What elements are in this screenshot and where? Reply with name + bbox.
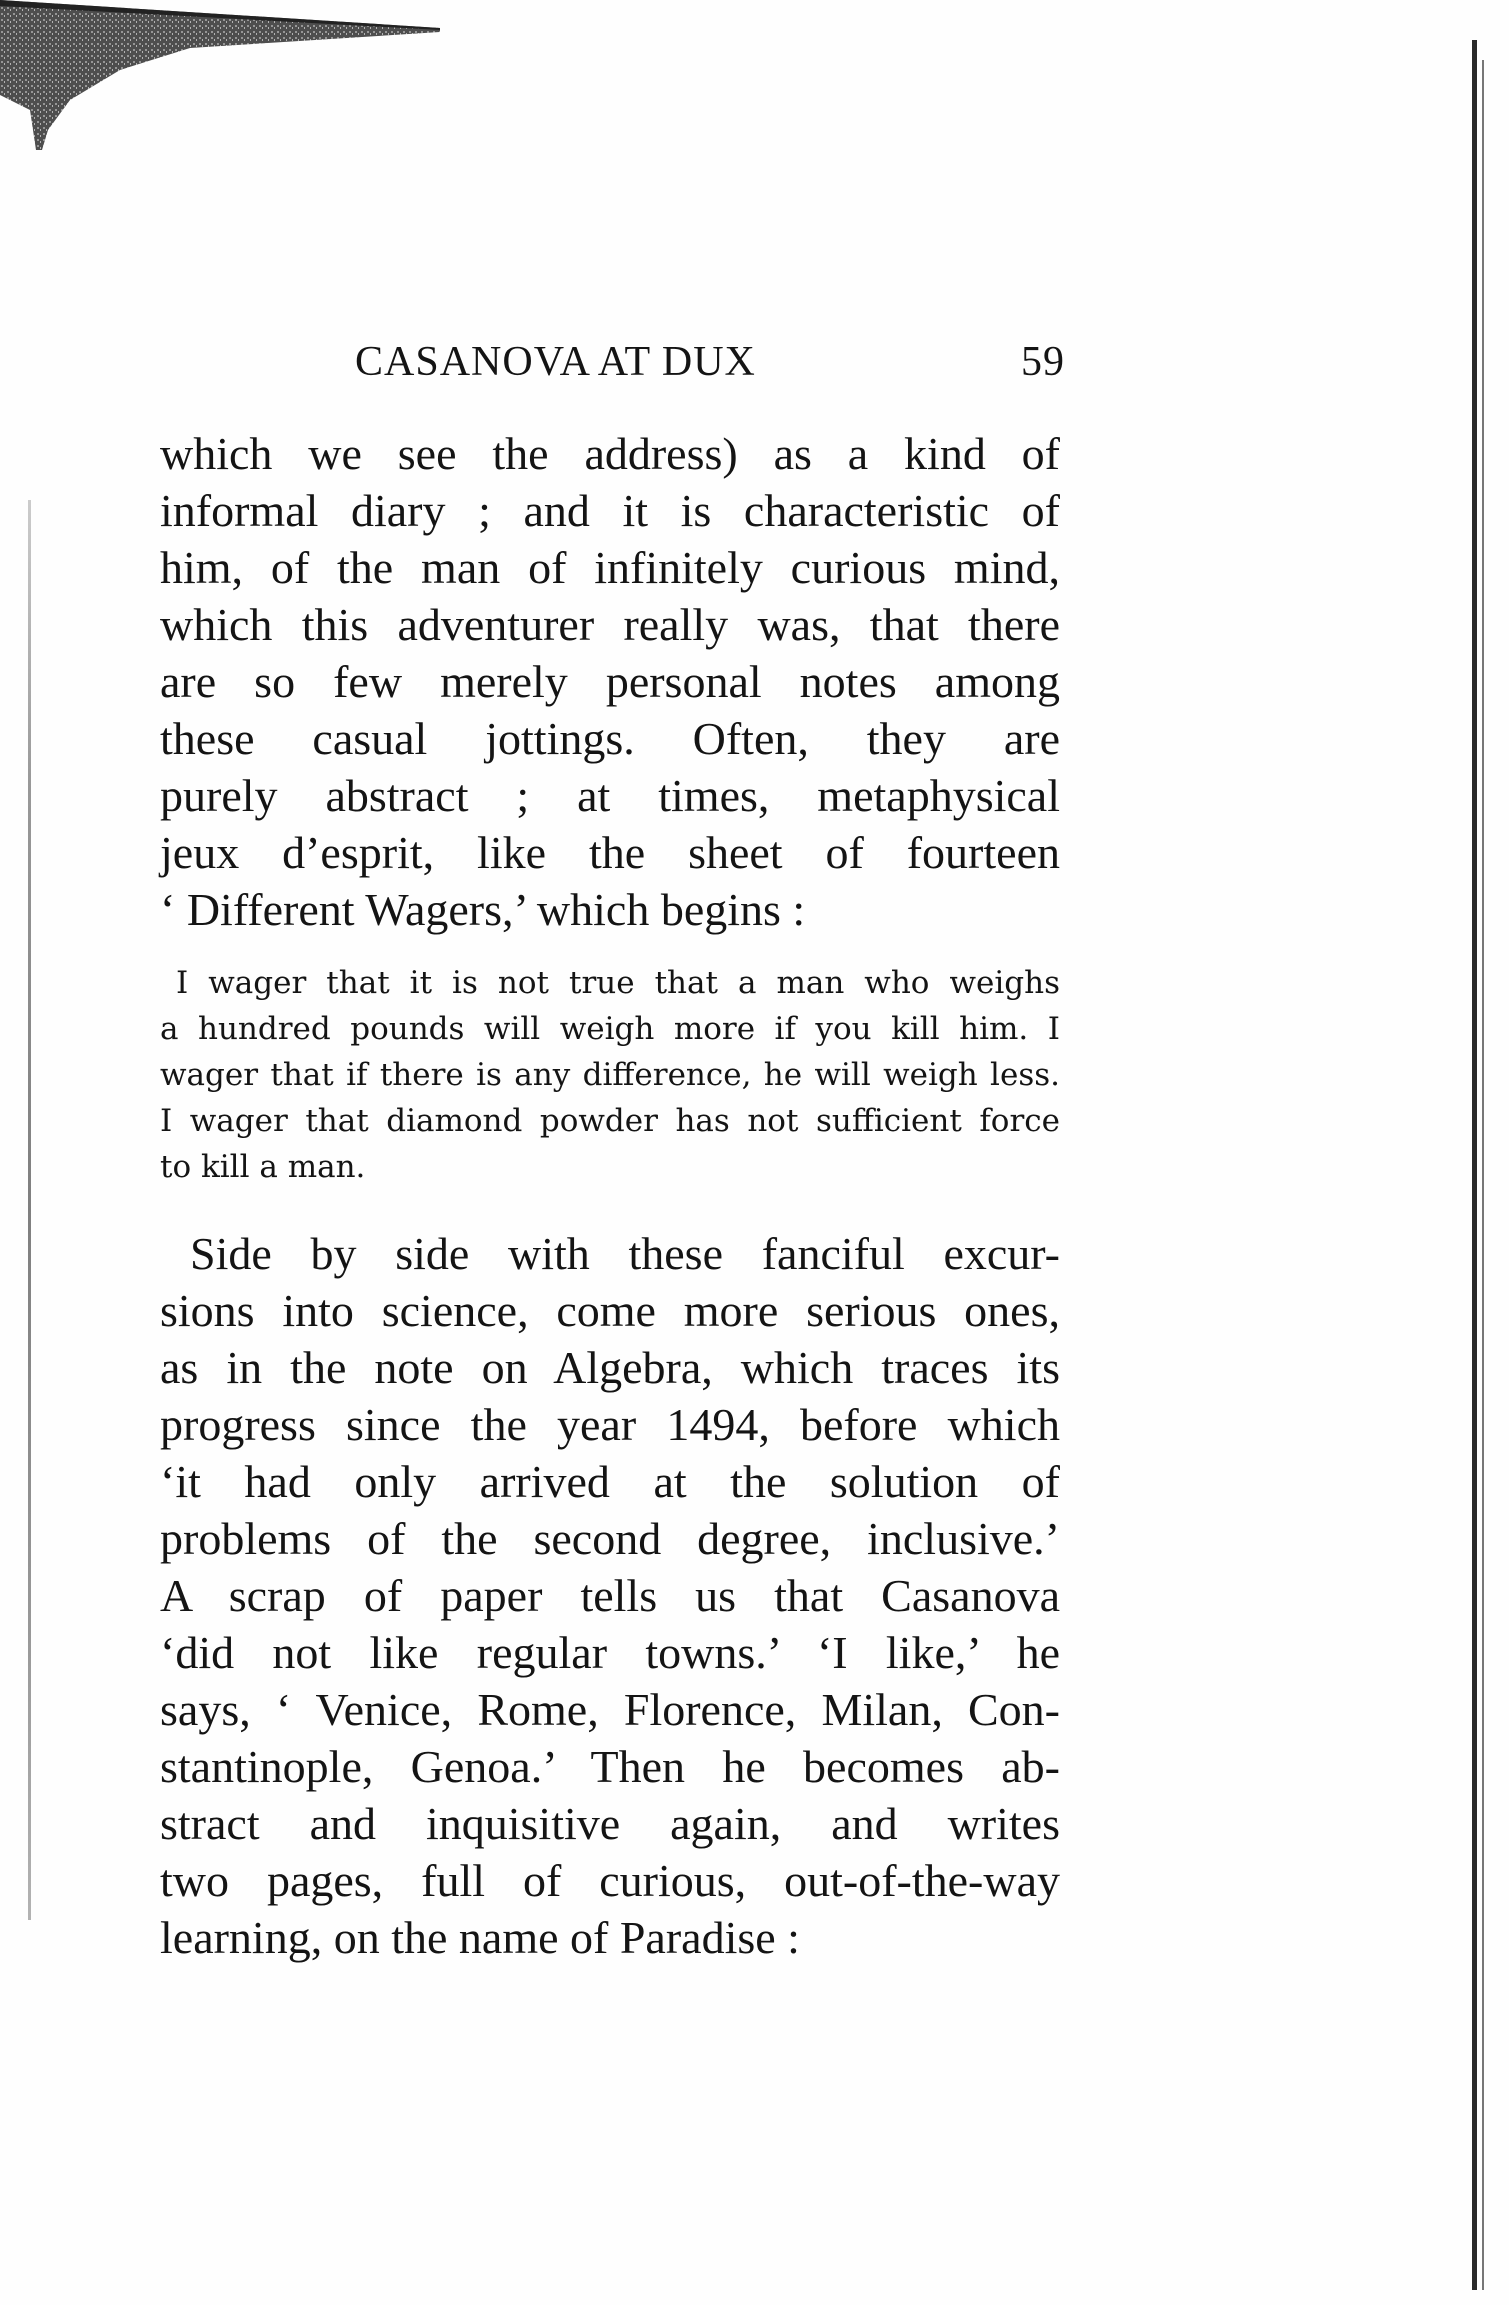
paragraph-2 (160, 1225, 1060, 1966)
text-line: as in the note on Algebra, which traces its (160, 1342, 1060, 1393)
right-margin-scan-line (1472, 40, 1477, 2290)
quote-line: I wager that diamond powder has not sufficient force (160, 1103, 1060, 1139)
text-line: sions into science, come more serious ones, (160, 1285, 1060, 1336)
left-margin-scan-line (28, 500, 31, 1920)
text-line: Side by side with these fanciful excur- (190, 1228, 1060, 1279)
text-line: two pages, full of curious, out-of-the-way (160, 1855, 1060, 1906)
text-line: ‘ Different Wagers,’ which begins : (160, 884, 806, 935)
text-line: progress since the year 1494, before which (160, 1399, 1060, 1450)
scan-shadow-artifact (0, 0, 440, 150)
text-line: stantinople, Genoa.’ Then he becomes ab- (160, 1741, 1060, 1792)
quote-line: I wager that it is not true that a man who weighs (176, 965, 1060, 1001)
block-quotation (160, 960, 1060, 1190)
quote-line: a hundred pounds will weigh more if you kill him. I (160, 1011, 1060, 1047)
right-margin-scan-line-secondary (1482, 60, 1484, 2290)
text-line: says, ‘ Venice, Rome, Florence, Milan, Con- (160, 1684, 1060, 1735)
running-head (355, 338, 1075, 398)
quote-line: wager that if there is any difference, he will weigh less. (160, 1057, 1060, 1093)
text-line: ‘it had only arrived at the solution of (160, 1456, 1060, 1507)
text-line: informal diary ; and it is characteristic of (160, 485, 1060, 536)
paragraph-1 (160, 425, 1060, 938)
quote-line: to kill a man. (160, 1149, 366, 1185)
text-line: purely abstract ; at times, metaphysical (160, 770, 1060, 821)
text-line: problems of the second degree, inclusive.’ (160, 1513, 1060, 1564)
text-line: him, of the man of infinitely curious mind, (160, 542, 1060, 593)
text-line: jeux d’esprit, like the sheet of fourteen (160, 827, 1060, 878)
text-line: which we see the address) as a kind of (160, 428, 1060, 479)
text-line: A scrap of paper tells us that Casanova (160, 1570, 1060, 1621)
running-title: CASANOVA AT DUX (355, 339, 756, 385)
text-line: ‘did not like regular towns.’ ‘I like,’ he (160, 1627, 1060, 1678)
text-line: learning, on the name of Paradise : (160, 1912, 800, 1963)
text-line: these casual jottings. Often, they are (160, 713, 1060, 764)
text-line: stract and inquisitive again, and writes (160, 1798, 1060, 1849)
text-line: are so few merely personal notes among (160, 656, 1060, 707)
page-number: 59 (1021, 339, 1065, 385)
text-line: which this adventurer really was, that there (160, 599, 1060, 650)
